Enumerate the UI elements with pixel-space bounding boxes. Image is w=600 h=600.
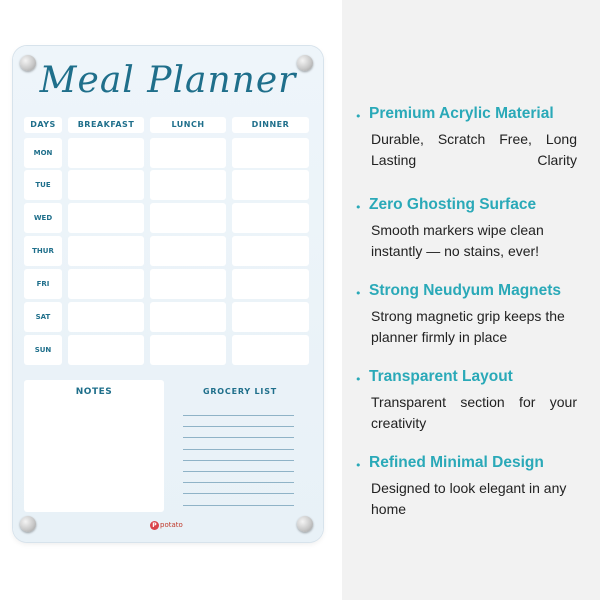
feature-item — [355, 454, 583, 517]
logo-mark: P — [150, 521, 159, 530]
header-lunch: LUNCH — [150, 117, 226, 133]
meal-cell-lunch — [150, 170, 226, 200]
meal-cell-breakfast — [68, 269, 144, 299]
bullet-icon: • — [355, 201, 362, 214]
meal-cell-breakfast — [68, 236, 144, 266]
meal-cell-lunch — [150, 335, 226, 365]
grocery-line — [183, 415, 294, 416]
magnet-icon — [297, 516, 313, 532]
day-label-tue: TUE — [24, 170, 62, 200]
feature-title: Transparent Layout — [369, 368, 513, 385]
meal-cell-dinner — [232, 203, 309, 233]
feature-desc: Strong magnetic grip keeps the planner firmly in place — [371, 308, 565, 345]
header-breakfast: BREAKFAST — [68, 117, 144, 133]
meal-cell-breakfast — [68, 170, 144, 200]
meal-cell-dinner — [232, 269, 309, 299]
meal-cell-dinner — [232, 170, 309, 200]
meal-cell-lunch — [150, 302, 226, 332]
meal-cell-dinner — [232, 302, 309, 332]
feature-title: Premium Acrylic Material — [369, 105, 554, 122]
notes-box — [24, 380, 164, 512]
meal-cell-dinner — [232, 236, 309, 266]
header-dinner: DINNER — [232, 117, 309, 133]
day-label-sat: SAT — [24, 302, 62, 332]
feature-desc: Transparent section for your creativity — [371, 394, 577, 431]
day-label-mon: MON — [24, 138, 62, 168]
feature-item — [355, 368, 583, 431]
grocery-line — [183, 493, 294, 494]
feature-title: Zero Ghosting Surface — [369, 196, 537, 213]
header-days: DAYS — [24, 117, 62, 133]
feature-desc: Smooth markers wipe clean instantly — no stains, ever! — [371, 222, 544, 259]
feature-item — [355, 196, 583, 259]
day-label-thur: THUR — [24, 236, 62, 266]
feature-desc: Durable, Scratch Free, Long Lasting Clarity — [371, 131, 577, 168]
day-label-sun: SUN — [24, 335, 62, 365]
grocery-line — [183, 437, 294, 438]
bullet-icon: • — [355, 373, 362, 386]
meal-cell-dinner — [232, 335, 309, 365]
meal-cell-lunch — [150, 138, 226, 168]
meal-cell-breakfast — [68, 335, 144, 365]
board-title: Meal Planner — [39, 60, 297, 101]
feature-item — [355, 105, 583, 168]
meal-cell-lunch — [150, 203, 226, 233]
feature-desc: Designed to look elegant in any home — [371, 480, 567, 517]
logo-text: potato — [160, 521, 183, 529]
meal-cell-breakfast — [68, 302, 144, 332]
feature-item — [355, 282, 583, 345]
magnet-icon — [20, 516, 36, 532]
meal-cell-lunch — [150, 269, 226, 299]
grocery-list-label: GROCERY LIST — [202, 387, 278, 396]
grocery-line — [183, 471, 294, 472]
meal-cell-breakfast — [68, 203, 144, 233]
grocery-line — [183, 426, 294, 427]
bullet-icon: • — [355, 459, 362, 472]
grocery-line — [183, 460, 294, 461]
day-label-fri: FRI — [24, 269, 62, 299]
grocery-line — [183, 505, 294, 506]
meal-cell-breakfast — [68, 138, 144, 168]
meal-cell-dinner — [232, 138, 309, 168]
day-label-wed: WED — [24, 203, 62, 233]
grocery-line — [183, 449, 294, 450]
bullet-icon: • — [355, 287, 362, 300]
brand-logo — [150, 518, 183, 532]
notes-label: NOTES — [75, 387, 113, 397]
bullet-icon: • — [355, 110, 362, 123]
feature-title: Refined Minimal Design — [369, 454, 544, 471]
feature-title: Strong Neudyum Magnets — [369, 282, 562, 299]
meal-cell-lunch — [150, 236, 226, 266]
grocery-line — [183, 482, 294, 483]
